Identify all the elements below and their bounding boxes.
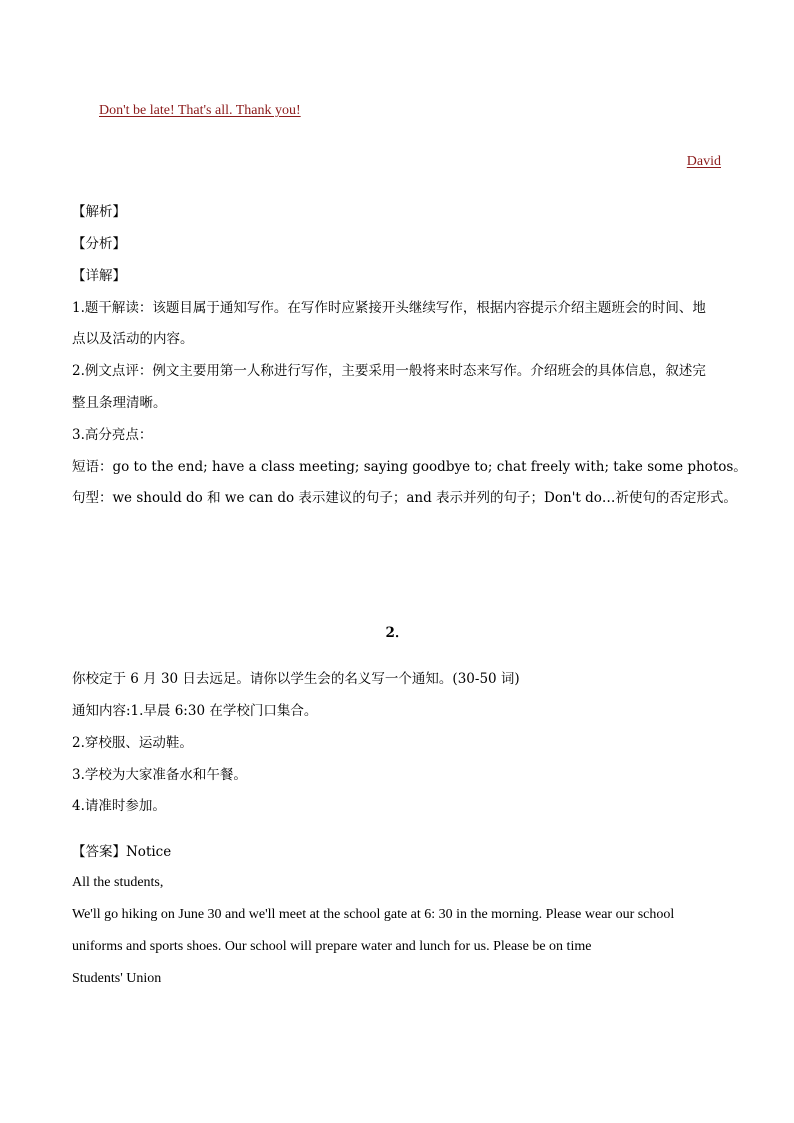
section-label-fenxi: 【分析】 bbox=[72, 236, 126, 252]
question-item-3: 3.学校为大家准备水和午餐。 bbox=[72, 767, 247, 783]
question-item-1: 通知内容:1.早晨 6:30 在学校门口集合。 bbox=[72, 703, 318, 719]
analysis-phrases: 短语：go to the end; have a class meeting; saying goodbye to; chat freely with; take some photos。 bbox=[72, 459, 747, 475]
analysis-point2-line2: 整且条理清晰。 bbox=[72, 395, 167, 411]
question-item-2: 2.穿校服、运动鞋。 bbox=[72, 735, 193, 751]
analysis-point3: 3.高分亮点： bbox=[72, 427, 153, 443]
analysis-point2-line1: 2.例文点评：例文主要用第一人称进行写作，主要采用一般将来时态来写作。介绍班会的具体信息，叙述完 bbox=[72, 363, 706, 379]
signature: David bbox=[686, 154, 721, 169]
answer-signoff: Students' Union bbox=[72, 971, 162, 986]
answer-greeting: All the students, bbox=[72, 875, 164, 890]
answer-label-title: 【答案】Notice bbox=[72, 844, 172, 860]
answer-body-line2: uniforms and sports shoes. Our school will prepare water and lunch for us. Please be on time bbox=[72, 939, 592, 954]
analysis-point1-line2: 点以及活动的内容。 bbox=[72, 331, 194, 347]
analysis-sentences: 句型：we should do 和 we can do 表示建议的句子；and 表示并列的句子；Don't do…祈使句的否定形式。 bbox=[72, 490, 737, 506]
answer-body-line1: We'll go hiking on June 30 and we'll meet at the school gate at 6: 30 in the morning. Please wear our school bbox=[72, 907, 675, 922]
section-label-jiexi: 【解析】 bbox=[72, 204, 126, 220]
question-item-4: 4.请准时参加。 bbox=[72, 798, 166, 814]
closing-line: Don't be late! That's all. Thank you! bbox=[99, 103, 301, 118]
analysis-point1-line1: 1.题干解读：该题目属于通知写作。在写作时应紧接开头继续写作，根据内容提示介绍主题班会的时间、地 bbox=[72, 300, 706, 316]
question-number: 2． bbox=[385, 625, 409, 641]
question-prompt: 你校定于 6 月 30 日去远足。请你以学生会的名义写一个通知。(30-50 词) bbox=[72, 671, 520, 687]
section-label-xiangjie: 【详解】 bbox=[72, 268, 126, 284]
